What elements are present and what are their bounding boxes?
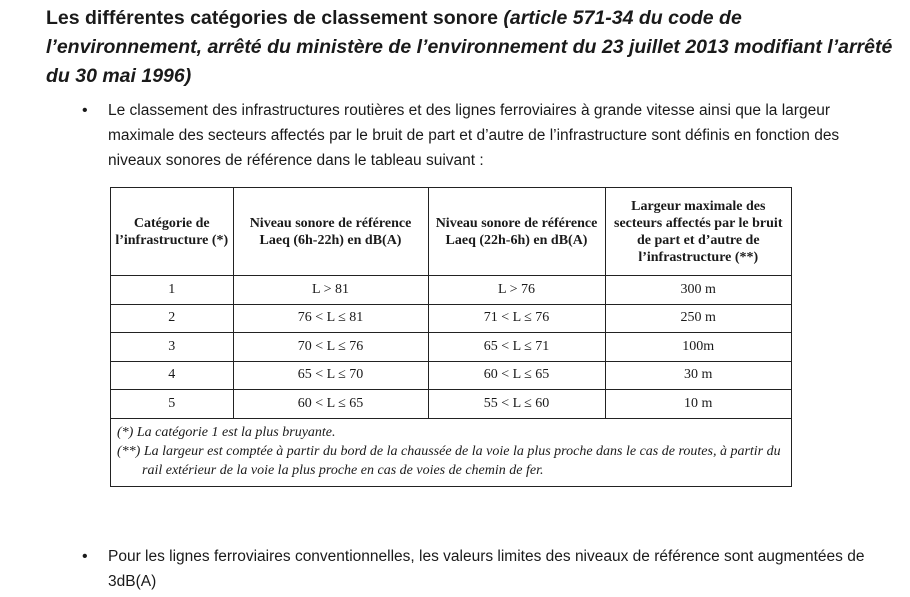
cell-level-day: 76 < L ≤ 81: [233, 304, 428, 333]
bullet-icon: •: [82, 548, 88, 565]
cell-max-width: 100m: [605, 333, 791, 362]
cell-category: 3: [111, 333, 233, 362]
cell-category: 4: [111, 361, 233, 390]
cell-category: 1: [111, 276, 233, 305]
cell-max-width: 30 m: [605, 361, 791, 390]
table-footnotes: [111, 419, 791, 480]
cell-category: 2: [111, 304, 233, 333]
header-level-night: Niveau sonore de référence Laeq (22h-6h) en dB(A): [428, 188, 605, 276]
table-header-row: [111, 188, 791, 276]
cell-category: 5: [111, 390, 233, 419]
bullet-text-2: Pour les lignes ferroviaires conventionnelles, les valeurs limites des niveaux de référence sont augmentées de 3dB(A): [108, 548, 865, 590]
table-row: [111, 390, 791, 419]
cell-max-width: 300 m: [605, 276, 791, 305]
noise-classification-table: [110, 187, 792, 487]
section-heading: [46, 4, 896, 91]
cell-level-night: 71 < L ≤ 76: [428, 304, 605, 333]
header-category: Catégorie de l’infrastructure (*): [111, 188, 233, 276]
cell-level-day: 65 < L ≤ 70: [233, 361, 428, 390]
table-row: [111, 361, 791, 390]
heading-bold: Les différentes catégories de classement sonore: [46, 7, 504, 29]
bullet-item-2: [82, 544, 872, 594]
header-max-width: Largeur maximale des secteurs affectés par le bruit de part et d’autre de l’infrastructure (**): [605, 188, 791, 276]
cell-level-night: 65 < L ≤ 71: [428, 333, 605, 362]
footnote-2: (**) La largeur est comptée à partir du bord de la chaussée de la voie la plus proche dans le cas de routes, à partir du rail extérieur de la voie la plus proche en cas de voies de chemin de fer.: [117, 443, 781, 478]
bullet-text-1: Le classement des infrastructures routières et des lignes ferroviaires à grande vitesse ainsi que la largeur maximale des secteurs affectés par le bruit de part et d’autre de l’infrastructure sont définis en fonction des niveaux sonores de référence dans le tableau suivant :: [108, 102, 840, 169]
cell-level-night: 60 < L ≤ 65: [428, 361, 605, 390]
table-row: [111, 333, 791, 362]
cell-level-day: L > 81: [233, 276, 428, 305]
cell-level-night: L > 76: [428, 276, 605, 305]
cell-max-width: 10 m: [605, 390, 791, 419]
cell-max-width: 250 m: [605, 304, 791, 333]
cell-level-night: 55 < L ≤ 60: [428, 390, 605, 419]
bullet-item-1: [82, 98, 872, 173]
cell-level-day: 70 < L ≤ 76: [233, 333, 428, 362]
table-row: [111, 276, 791, 305]
table-row: [111, 304, 791, 333]
header-level-day: Niveau sonore de référence Laeq (6h-22h) en dB(A): [233, 188, 428, 276]
cell-level-day: 60 < L ≤ 65: [233, 390, 428, 419]
footnote-1: (*) La catégorie 1 est la plus bruyante.: [117, 424, 336, 440]
bullet-icon: •: [82, 102, 88, 119]
heading-italic-reference: (article 571-34 du code de l’environnement, arrêté du ministère de l’environnement du 23 juillet 2013 modifiant l’arrêté du 30 mai 1996): [46, 7, 893, 87]
